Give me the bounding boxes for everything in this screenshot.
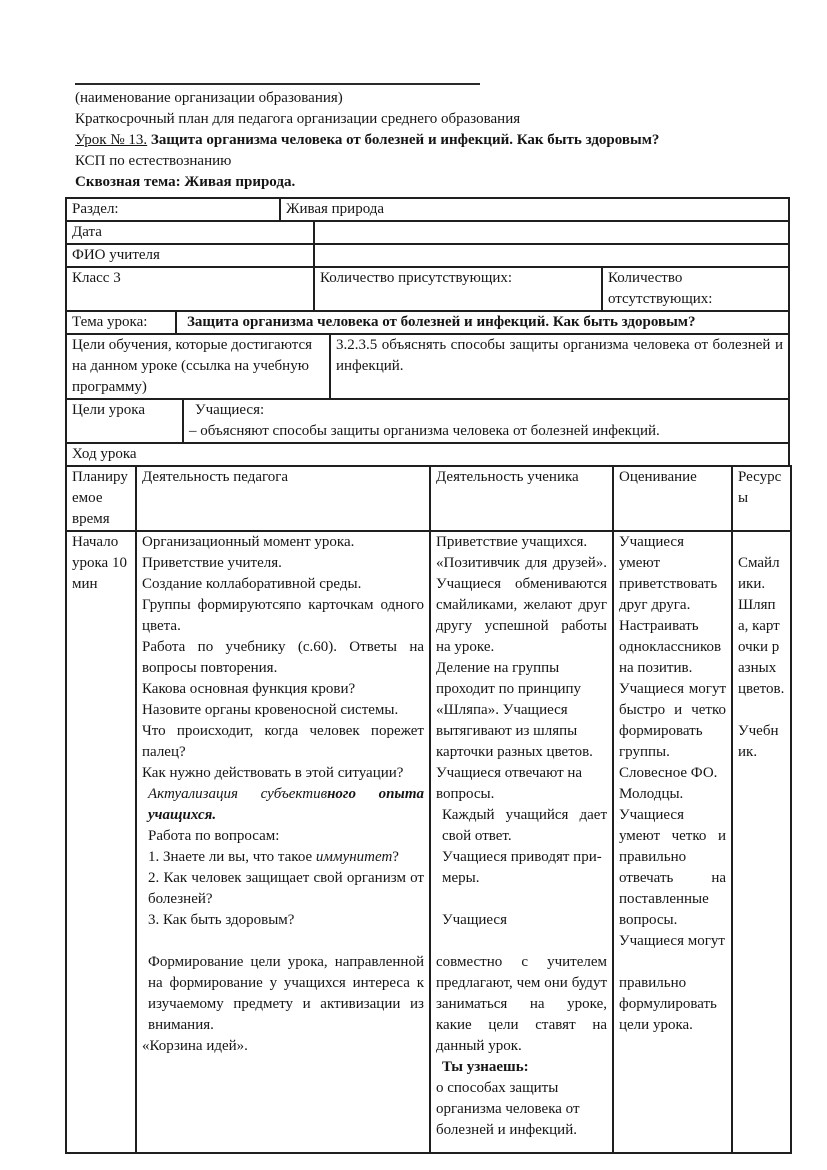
- goals-value-line2: – объясняют способы защиты организма человека от болезней инфекций.: [189, 423, 660, 439]
- info-table-date-teacher: [65, 220, 790, 268]
- org-name-blank-line: [75, 68, 480, 85]
- table-row: [66, 334, 789, 399]
- paragraph: Учащиеся могут быстро и четко формировать группы.: [619, 681, 726, 760]
- info-table-goals: [65, 398, 790, 444]
- paragraph: Молодцы.: [619, 786, 684, 802]
- resource-item: Учебник.: [738, 723, 779, 760]
- header-teacher-cell: Деятельность педагога: [136, 466, 430, 531]
- info-table-class: [65, 266, 790, 312]
- question-1-mark: ?: [392, 849, 399, 865]
- class-label-cell: Класс 3: [66, 267, 314, 311]
- question-1-term: иммунитет: [315, 849, 393, 865]
- plan-body-row: [66, 531, 791, 1153]
- header-time-cell: Планируемое время: [66, 466, 136, 531]
- actualization-bold: ного опыта учащихся.: [148, 786, 424, 823]
- info-table-objectives: [65, 333, 790, 400]
- resource-item: Шляпа, карточки разных цветов.: [738, 597, 785, 697]
- paragraph: «Позитивчик для друзей». Учащиеся обмениваются смайликами, желают друг другу успешной работы на уроке.: [436, 555, 607, 655]
- paragraph: «Корзина идей».: [142, 1038, 248, 1054]
- doc-type-line: Краткосрочный план для педагога организации среднего образования: [75, 111, 521, 127]
- lesson-title: Защита организма человека от болезней и инфекций. Как быть здоровым?: [150, 132, 660, 148]
- question-1-text: 1. Знаете ли вы, что такое: [148, 849, 316, 865]
- paragraph: Каждый учащийся дает свой ответ.: [442, 807, 607, 844]
- paragraph: Назовите органы кровеносной системы.: [142, 702, 399, 718]
- date-label-cell: Дата: [66, 221, 314, 244]
- resources-cell: [732, 531, 791, 1153]
- table-row: [66, 311, 789, 334]
- objectives-value-cell: 3.2.3.5 объяснять способы защиты организма человека от болезней и инфекций.: [330, 334, 789, 399]
- lesson-plan-table: [65, 465, 792, 1154]
- paragraph: Группы формируютсяпо карточкам одного цвета.: [142, 597, 424, 634]
- course-label-cell: Ход урока: [66, 443, 789, 466]
- paragraph: Работа по учебнику (с.60). Ответы на вопросы повторения.: [142, 639, 424, 676]
- absent-label-cell: Количество отсутствующих:: [602, 267, 789, 311]
- section-value-cell: Живая природа: [280, 198, 789, 221]
- actualization-line: [142, 784, 424, 826]
- cross-theme-line: Сквозная тема: Живая природа.: [75, 174, 296, 190]
- paragraph: Учащиеся умеют четко и правильно отвечать на поставленные вопросы.: [619, 807, 726, 928]
- paragraph: Как нужно действовать в этой ситуации?: [142, 765, 404, 781]
- paragraph: Учащиеся умеют приветствовать друг друга.: [619, 534, 718, 613]
- teacher-name-value-cell: [314, 244, 789, 267]
- paragraph: правильно формулировать цели урока.: [619, 975, 717, 1033]
- table-row: [66, 399, 789, 443]
- org-caption: (наименование организации образования): [75, 90, 343, 106]
- topic-value-cell: Защита организма человека от болезней и инфекций. Как быть здоровым?: [176, 311, 789, 334]
- paragraph: Создание коллаборативной среды.: [142, 576, 362, 592]
- paragraph: Приветствие учащихся.: [436, 534, 588, 550]
- paragraph: Деление на группы проходит по принципу «Шляпа». Учащиеся вытягивают из шляпы карточки разных цветов.: [436, 660, 593, 760]
- paragraph: совместно с учителем предлагают, чем они будут заниматься на уроке, какие цели ставят на данный урок.: [436, 954, 607, 1054]
- paragraph: Словесное ФО.: [619, 765, 718, 781]
- question-1: [142, 847, 424, 868]
- question-3: 3. Как быть здоровым?: [148, 912, 295, 928]
- paragraph: Приветствие учителя.: [142, 555, 282, 571]
- table-row: [66, 221, 789, 244]
- paragraph: Что происходит, когда человек порежет палец?: [142, 723, 424, 760]
- paragraph: Формирование цели урока, направленной на формирование у учащихся интереса к изучаемому предмету и активизации из внимания.: [148, 954, 424, 1033]
- paragraph: Какова основная функция крови?: [142, 681, 356, 697]
- document-header: [75, 68, 790, 193]
- subject-line: КСП по естествознанию: [75, 153, 232, 169]
- lesson-number: Урок № 13.: [75, 132, 148, 148]
- paragraph: Учащиеся приводят при- меры.: [442, 849, 602, 886]
- plan-header-row: [66, 466, 791, 531]
- header-student-cell: Деятельность ученика: [430, 466, 613, 531]
- topic-label-cell: Тема урока:: [66, 311, 176, 334]
- header-assessment-cell: Оценивание: [613, 466, 732, 531]
- goals-value-line1: Учащиеся:: [195, 402, 265, 418]
- time-cell: Начало урока 10 мин: [66, 531, 136, 1153]
- paragraph: Учащиеся могут: [619, 933, 725, 949]
- table-row: [66, 198, 789, 221]
- paragraph: Настраивать одноклассников на позитив.: [619, 618, 722, 676]
- table-row: [66, 244, 789, 267]
- present-label-cell: Количество присутствующих:: [314, 267, 602, 311]
- goals-label-cell: Цели урока: [66, 399, 183, 443]
- paragraph: Учащиеся: [442, 912, 507, 928]
- objectives-label-cell: Цели обучения, которые достигаются на данном уроке (ссылка на учебную программу): [66, 334, 330, 399]
- info-table-topic: [65, 310, 790, 335]
- header-resources-cell: Ресурсы: [732, 466, 791, 531]
- actualization-italic: Актуализация субъектив: [148, 786, 328, 802]
- paragraph: о способах защиты организма человека от болезней и инфекций.: [436, 1080, 580, 1138]
- teacher-name-label-cell: ФИО учителя: [66, 244, 314, 267]
- teacher-activity-cell: [136, 531, 430, 1153]
- question-2: 2. Как человек защищает свой организм от болезней?: [148, 870, 424, 907]
- student-activity-cell: [430, 531, 613, 1153]
- section-label-cell: Раздел:: [66, 198, 280, 221]
- date-value-cell: [314, 221, 789, 244]
- assessment-cell: [613, 531, 732, 1153]
- table-row: [66, 443, 789, 466]
- paragraph: Учащиеся отвечают на вопросы.: [436, 765, 583, 802]
- you-will-learn-label: Ты узнаешь:: [442, 1059, 529, 1075]
- paragraph: Организационный момент урока.: [142, 534, 355, 550]
- resource-item: Смайлики.: [738, 555, 780, 592]
- table-row: [66, 267, 789, 311]
- info-table-section: [65, 197, 790, 222]
- paragraph: Работа по вопросам:: [148, 828, 280, 844]
- lesson-title-line: [75, 130, 790, 151]
- info-table-course: [65, 442, 790, 467]
- goals-value-cell: [183, 399, 789, 443]
